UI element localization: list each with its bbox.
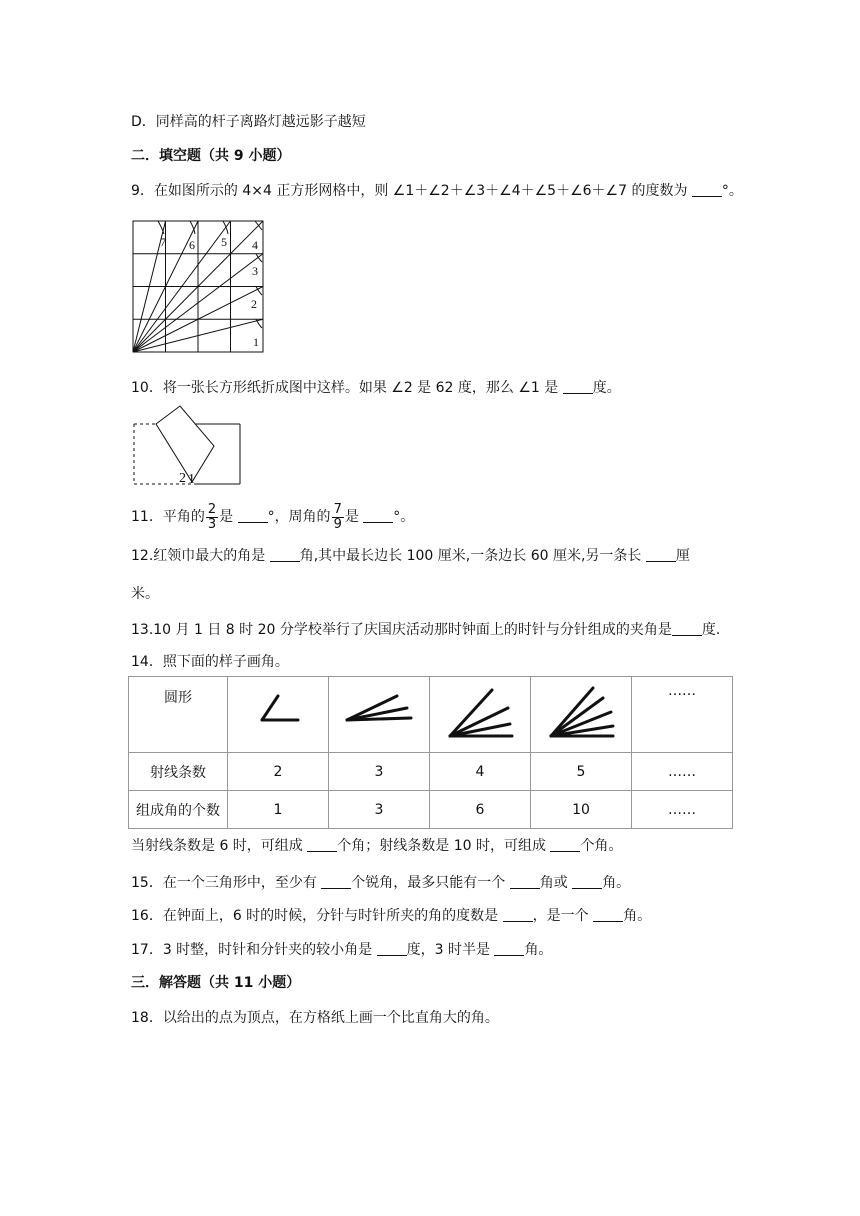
question-14-followup: [131, 836, 622, 856]
question-15-text-c: 角或: [539, 875, 568, 891]
answer-blank[interactable]: [321, 874, 351, 889]
question-10-text: 10．将一张长方形纸折成图中这样。如果 ∠2 是 62 度，那么 ∠1 是: [131, 380, 559, 396]
question-14: 14．照下面的样子画角。: [131, 654, 289, 670]
question-17-text-c: 角。: [524, 942, 553, 958]
answer-blank[interactable]: [238, 508, 268, 523]
question-14-text-b: 个角；射线条数是 10 时，可组成: [337, 838, 546, 854]
fraction-numerator: 7: [333, 501, 342, 517]
answer-blank[interactable]: [672, 621, 702, 636]
angle-drawing-3-rays: [329, 677, 430, 753]
grid-label-4: 4: [252, 238, 258, 252]
question-15: [131, 873, 630, 893]
table-row: [129, 753, 733, 791]
answer-blank[interactable]: [593, 907, 623, 922]
question-15-text-d: 角。: [602, 875, 631, 891]
table-cell: 3: [329, 753, 430, 791]
fraction-seven-ninths: [332, 503, 344, 532]
fraction-denominator: 9: [333, 516, 342, 532]
answer-blank[interactable]: [494, 941, 524, 956]
grid-label-5: 5: [221, 235, 227, 249]
question-17-text-a: 17．3 时整，时针和分针夹的较小角是: [131, 942, 373, 958]
question-11-text-e: °。: [393, 509, 415, 525]
question-16-text-b: ，是一个: [532, 908, 589, 924]
table-ellipsis: ……: [632, 677, 733, 753]
option-d: D．同样高的杆子离路灯越远影子越短: [131, 114, 366, 130]
angle-pattern-table: [128, 676, 733, 829]
question-15-text-a: 15．在一个三角形中，至少有: [131, 875, 317, 891]
grid-angle-figure: [128, 216, 268, 358]
angle-drawing-2-rays: [228, 677, 329, 753]
fraction-two-thirds: [206, 503, 218, 532]
answer-blank[interactable]: [307, 837, 337, 852]
question-17: [131, 940, 552, 960]
question-12-continued: 米。: [131, 586, 159, 602]
question-17-text-b: 度，3 时半是: [406, 942, 490, 958]
grid-label-7: 7: [160, 235, 166, 249]
table-cell: 4: [430, 753, 531, 791]
question-13-text: 13.10 月 1 日 8 时 20 分学校举行了庆国庆活动那时钟面上的时针与分针组成的夹角是: [131, 622, 672, 638]
answer-blank[interactable]: [510, 874, 540, 889]
question-12: [131, 546, 690, 566]
table-cell: 10: [531, 791, 632, 829]
answer-blank[interactable]: [692, 182, 722, 197]
answer-blank[interactable]: [572, 874, 602, 889]
angle-drawing-4-rays: [430, 677, 531, 753]
question-12-text-a: 12.红领巾最大的角是: [131, 548, 266, 564]
table-row: [129, 677, 733, 753]
table-cell: 1: [228, 791, 329, 829]
row-header-angles: 组成角的个数: [129, 791, 228, 829]
question-15-text-b: 个锐角，最多只能有一个: [351, 875, 506, 891]
question-13: [131, 620, 720, 640]
question-9-text: 9．在如图所示的 4×4 正方形网格中，则 ∠1＋∠2＋∠3＋∠4＋∠5＋∠6＋∠7 的度数为: [131, 183, 688, 199]
table-cell: 5: [531, 753, 632, 791]
answer-blank[interactable]: [550, 837, 580, 852]
folded-paper-figure: [130, 402, 245, 488]
answer-blank[interactable]: [377, 941, 407, 956]
question-11-text-c: °，周角的: [267, 509, 331, 525]
table-cell: 2: [228, 753, 329, 791]
question-11-text-b: 是: [219, 509, 234, 525]
table-row: [129, 791, 733, 829]
question-10-end: 度。: [592, 380, 621, 396]
section-3-heading: 三．解答题（共 11 小题）: [131, 975, 301, 991]
answer-blank[interactable]: [563, 379, 593, 394]
question-13-end: 度.: [701, 622, 721, 638]
question-10: [131, 378, 621, 398]
question-16-text-a: 16．在钟面上，6 时的时候，分针与时针所夹的角的度数是: [131, 908, 499, 924]
grid-label-6: 6: [189, 238, 195, 252]
question-9-end: °。: [721, 183, 743, 199]
angle-drawing-5-rays: [531, 677, 632, 753]
question-14-text-a: 当射线条数是 6 时，可组成: [131, 838, 303, 854]
table-cell: 6: [430, 791, 531, 829]
section-2-heading: 二．填空题（共 9 小题）: [131, 148, 291, 164]
fold-label-2: 2: [179, 471, 186, 486]
row-header-shape: 圆形: [129, 677, 228, 753]
grid-label-3: 3: [252, 264, 258, 278]
table-cell: ……: [632, 791, 733, 829]
grid-label-1: 1: [253, 335, 259, 349]
row-header-rays: 射线条数: [129, 753, 228, 791]
question-12-text-c: 厘: [675, 548, 690, 564]
question-11-text-d: 是: [344, 509, 359, 525]
answer-blank[interactable]: [646, 547, 676, 562]
answer-blank[interactable]: [363, 508, 393, 523]
answer-blank[interactable]: [270, 547, 300, 562]
fold-label-1: 1: [188, 472, 195, 487]
question-14-text-c: 个角。: [580, 838, 623, 854]
fraction-denominator: 3: [207, 516, 217, 532]
question-9: [131, 181, 743, 201]
question-16-text-c: 角。: [623, 908, 652, 924]
table-cell: ……: [632, 753, 733, 791]
question-18: 18．以给出的点为顶点，在方格纸上画一个比直角大的角。: [131, 1010, 499, 1026]
question-11: [131, 500, 414, 534]
question-11-text-a: 11．平角的: [131, 509, 205, 525]
fraction-numerator: 2: [207, 501, 217, 517]
question-16: [131, 906, 651, 926]
question-12-text-b: 角,其中最长边长 100 厘米,一条边长 60 厘米,另一条长: [299, 548, 642, 564]
table-cell: 3: [329, 791, 430, 829]
grid-label-2: 2: [251, 297, 257, 311]
answer-blank[interactable]: [503, 907, 533, 922]
